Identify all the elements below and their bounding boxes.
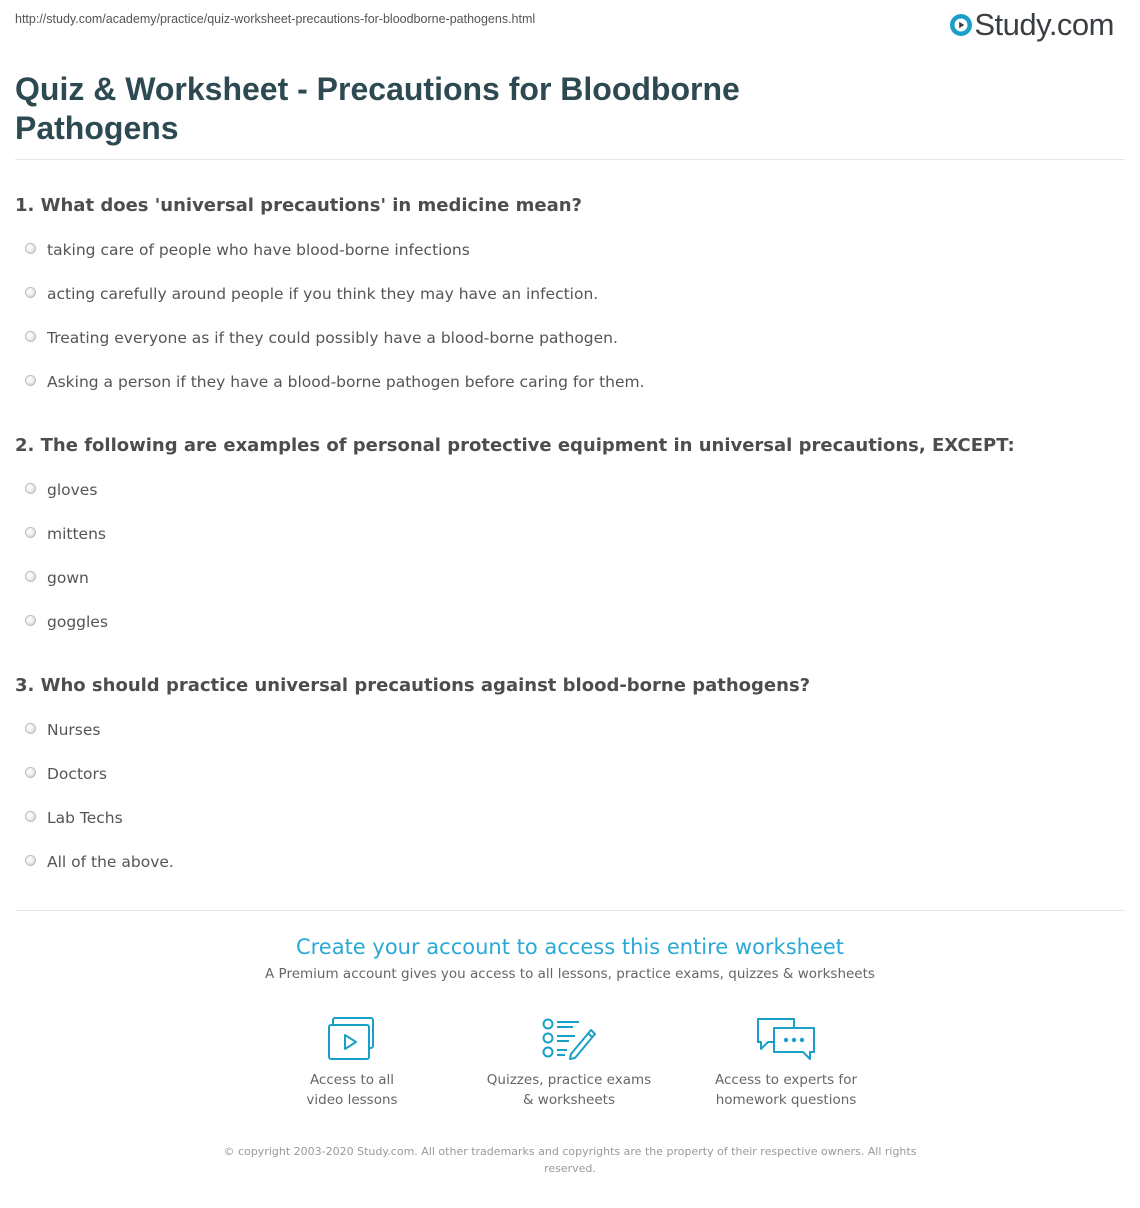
- feature-text: Access to all video lessons: [306, 1072, 398, 1108]
- radio-button[interactable]: [25, 723, 36, 734]
- radio-button[interactable]: [25, 483, 36, 494]
- question-text: 1. What does 'universal precautions' in medicine mean?: [15, 195, 582, 216]
- answer-option[interactable]: [15, 764, 1125, 808]
- quiz-checklist-icon: [541, 1016, 597, 1062]
- signup-cta: [0, 934, 1140, 982]
- answer-options: [15, 720, 1125, 896]
- answer-text: acting carefully around people if you think they may have an infection.: [47, 285, 599, 303]
- radio-button[interactable]: [25, 571, 36, 582]
- answer-option[interactable]: [15, 284, 1125, 328]
- radio-button[interactable]: [25, 855, 36, 866]
- radio-button[interactable]: [25, 375, 36, 386]
- answer-option[interactable]: [15, 612, 1125, 656]
- answer-option[interactable]: [15, 852, 1125, 896]
- radio-button[interactable]: [25, 615, 36, 626]
- divider: [15, 910, 1125, 911]
- answer-text: Nurses: [47, 721, 101, 739]
- feature-text: Quizzes, practice exams & worksheets: [486, 1072, 652, 1108]
- study-logo[interactable]: [950, 6, 1114, 44]
- answer-option[interactable]: [15, 240, 1125, 284]
- divider: [15, 159, 1125, 160]
- create-account-link[interactable]: Create your account to access this entire worksheet: [295, 935, 845, 959]
- answer-option[interactable]: [15, 372, 1125, 416]
- radio-button[interactable]: [25, 767, 36, 778]
- question-text: 2. The following are examples of personal protective equipment in universal precautions, EXCEPT:: [15, 435, 1015, 456]
- answer-text: taking care of people who have blood-borne infections: [47, 241, 470, 259]
- answer-text: mittens: [47, 525, 106, 543]
- answer-options: [15, 240, 1125, 416]
- answer-option[interactable]: [15, 524, 1125, 568]
- question-text: 3. Who should practice universal precautions against blood-borne pathogens?: [15, 675, 811, 696]
- answer-option[interactable]: [15, 720, 1125, 764]
- answer-text: All of the above.: [47, 853, 174, 871]
- answer-option[interactable]: [15, 328, 1125, 372]
- answer-text: Doctors: [47, 765, 107, 783]
- answer-option[interactable]: [15, 480, 1125, 524]
- question-2: [15, 434, 1125, 656]
- question-3: [15, 674, 1125, 896]
- feature-video-lessons: [262, 1016, 442, 1110]
- answer-text: goggles: [47, 613, 108, 631]
- answer-text: Lab Techs: [47, 809, 123, 827]
- answer-options: [15, 480, 1125, 656]
- radio-button[interactable]: [25, 331, 36, 342]
- radio-button[interactable]: [25, 527, 36, 538]
- radio-button[interactable]: [25, 287, 36, 298]
- question-1: [15, 194, 1125, 416]
- answer-text: gown: [47, 569, 89, 587]
- copyright-footer: © copyright 2003-2020 Study.com. All other trademarks and copyrights are the property of their respective owners. All rights reserved.: [223, 1145, 917, 1175]
- video-lesson-icon: [326, 1016, 378, 1062]
- cta-subtitle: A Premium account gives you access to all lessons, practice exams, quizzes & worksheets: [265, 966, 875, 982]
- feature-experts: [696, 1016, 876, 1110]
- radio-button[interactable]: [25, 811, 36, 822]
- page-title: Quiz & Worksheet - Precautions for Bloodborne Pathogens: [15, 71, 740, 146]
- radio-button[interactable]: [25, 243, 36, 254]
- logo-text: Study.com: [974, 7, 1114, 42]
- answer-text: Treating everyone as if they could possibly have a blood-borne pathogen.: [47, 329, 618, 347]
- page-url: http://study.com/academy/practice/quiz-worksheet-precautions-for-bloodborne-pathogens.html: [15, 12, 536, 26]
- chat-experts-icon: [754, 1016, 818, 1062]
- feature-text: Access to experts for homework questions: [714, 1072, 857, 1108]
- feature-quizzes: [479, 1016, 659, 1110]
- answer-text: gloves: [47, 481, 98, 499]
- answer-option[interactable]: [15, 568, 1125, 612]
- play-circle-icon: [950, 14, 972, 36]
- answer-option[interactable]: [15, 808, 1125, 852]
- answer-text: Asking a person if they have a blood-borne pathogen before caring for them.: [47, 373, 645, 391]
